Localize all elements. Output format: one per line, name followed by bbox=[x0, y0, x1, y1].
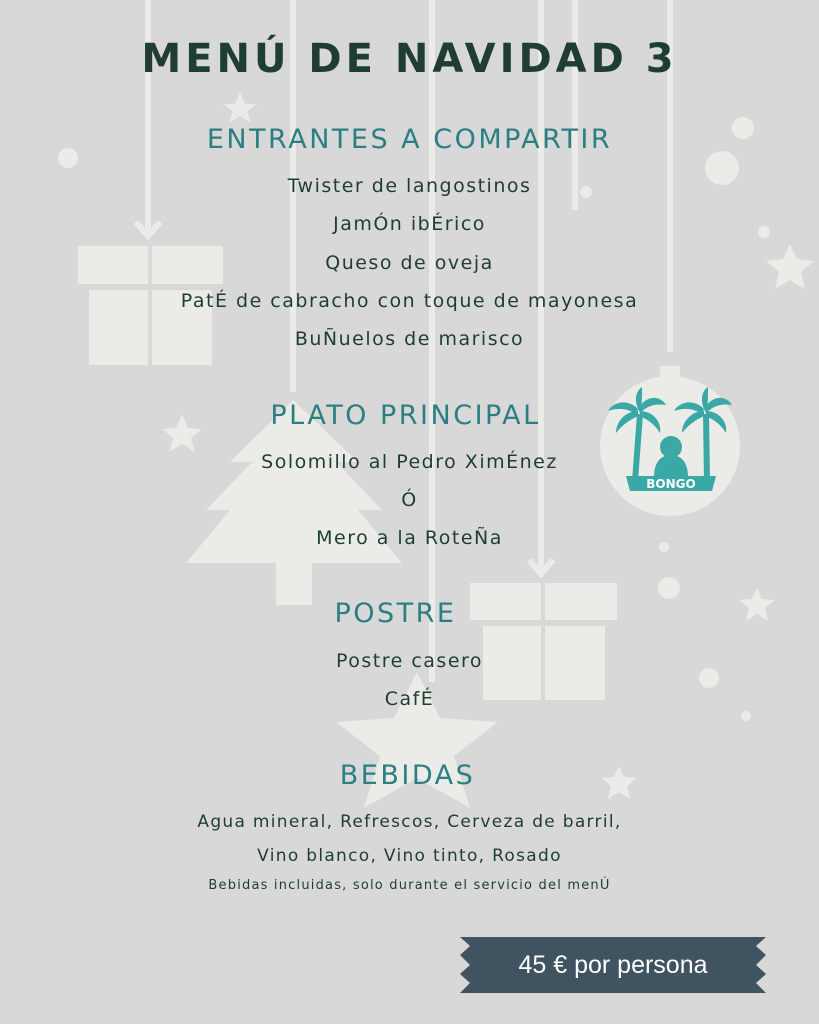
price-badge bbox=[460, 937, 766, 993]
section-heading-bebidas: BEBIDAS bbox=[339, 760, 476, 791]
menu-item: BuÑuelos de marisco bbox=[294, 328, 525, 350]
menu-item: Postre casero bbox=[335, 650, 484, 672]
menu-item-separator: Ó bbox=[401, 489, 418, 511]
menu-title: MENÚ DE NAVIDAD 3 bbox=[141, 36, 678, 82]
menu-item: Mero a la RoteÑa bbox=[316, 527, 503, 549]
logo-text: BONGO bbox=[646, 477, 696, 491]
section-heading-postre: POSTRE bbox=[334, 598, 457, 629]
drinks-line: Vino blanco, Vino tinto, Rosado bbox=[257, 846, 562, 866]
drinks-line: Agua mineral, Refrescos, Cerveza de barril, bbox=[197, 812, 622, 832]
menu-item: Queso de oveja bbox=[325, 252, 494, 274]
price-text: 45 € por persona bbox=[518, 951, 708, 979]
section-heading-entrantes: ENTRANTES A COMPARTIR bbox=[206, 124, 613, 155]
menu-item: PatÉ de cabracho con toque de mayonesa bbox=[180, 290, 639, 312]
small-star bbox=[223, 92, 257, 123]
menu-item: Solomillo al Pedro XimÉnez bbox=[261, 451, 558, 473]
menu-item: CafÉ bbox=[384, 688, 435, 710]
drinks-note: Bebidas incluidas, solo durante el servicio del menÚ bbox=[208, 878, 611, 893]
menu-item: JamÓn ibÉrico bbox=[333, 213, 486, 235]
menu-item: Twister de langostinos bbox=[287, 175, 532, 197]
section-heading-principal: PLATO PRINCIPAL bbox=[270, 400, 541, 431]
